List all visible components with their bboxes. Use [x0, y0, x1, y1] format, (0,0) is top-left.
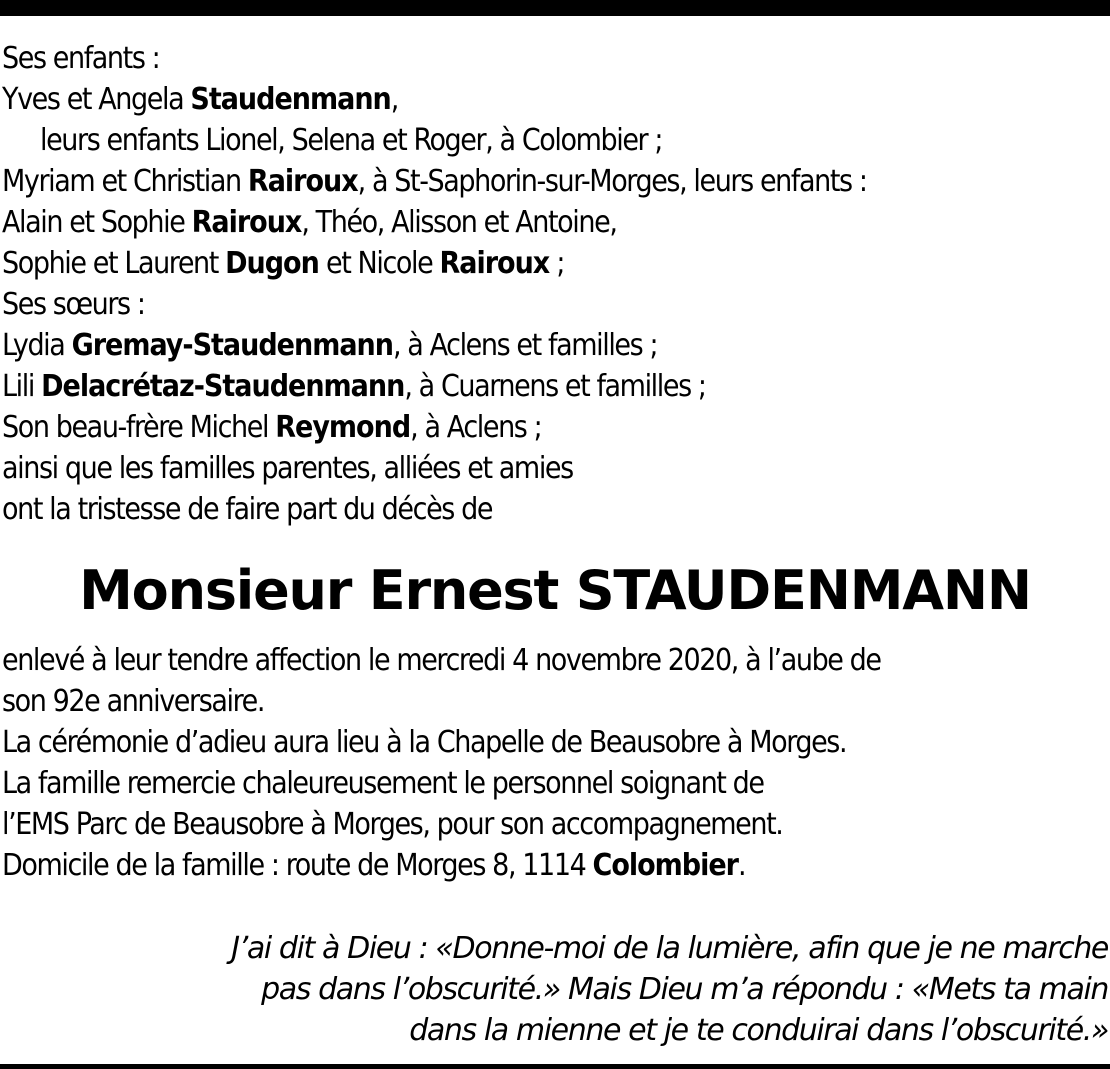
- text-segment: ainsi que les familles parentes, alliées et amies: [2, 451, 573, 486]
- surname: Rairoux: [247, 164, 358, 199]
- text-segment: , à Cuarnens et familles ;: [404, 369, 706, 404]
- text-segment: leurs enfants Lionel, Selena et Roger, à Colombier ;: [40, 123, 663, 158]
- text-segment: Myriam et Christian: [2, 164, 248, 199]
- text-segment: Yves et Angela: [2, 82, 191, 117]
- family-line: [2, 407, 1108, 448]
- surname: Delacrétaz-Staudenmann: [41, 369, 405, 404]
- text-segment: ont la tristesse de faire part du décès de: [2, 492, 493, 527]
- top-border-rule: [0, 0, 1110, 16]
- text-segment: Son beau-frère Michel: [2, 410, 276, 445]
- text-segment: l’EMS Parc de Beausobre à Morges, pour son accompagnement.: [2, 807, 783, 842]
- quote-line: pas dans l’obscurité.» Mais Dieu m’a répondu : «Mets ta main: [261, 972, 1108, 1007]
- text-segment: et Nicole: [318, 246, 440, 281]
- family-line: [2, 79, 1108, 120]
- text-segment: Domicile de la famille : route de Morges 8, 1114: [2, 848, 593, 883]
- text-segment: Lydia: [2, 328, 72, 363]
- family-line: [2, 243, 1108, 284]
- details-line: [2, 722, 1108, 763]
- details-line: [2, 845, 1108, 886]
- family-line: [2, 448, 1108, 489]
- text-segment: , à Aclens et familles ;: [392, 328, 658, 363]
- text-segment: enlevé à leur tendre affection le mercredi 4 novembre 2020, à l’aube de: [2, 643, 881, 678]
- family-line: [2, 202, 1108, 243]
- text-segment: , à St-Saphorin-sur-Morges, leurs enfants :: [357, 164, 867, 199]
- text-segment: , à Aclens ;: [410, 410, 542, 445]
- family-line: [2, 489, 1108, 530]
- text-segment: , Théo, Alisson et Antoine,: [301, 205, 617, 240]
- text-segment: Sophie et Laurent: [2, 246, 226, 281]
- family-line: [2, 161, 1108, 202]
- details-line: [2, 681, 1108, 722]
- family-line: [2, 284, 1108, 325]
- surname: Gremay-Staudenmann: [71, 328, 393, 363]
- text-segment: ,: [390, 82, 398, 117]
- surname: Staudenmann: [190, 82, 391, 117]
- bottom-border-rule: [0, 1064, 1110, 1069]
- surname: Reymond: [275, 410, 411, 445]
- text-segment: Alain et Sophie: [2, 205, 192, 240]
- surname: Rairoux: [191, 205, 302, 240]
- text-segment: ;: [549, 246, 565, 281]
- details-line: [2, 804, 1108, 845]
- family-line: [2, 325, 1108, 366]
- text-segment: Ses enfants :: [2, 41, 160, 76]
- text-segment: son 92e anniversaire.: [2, 684, 265, 719]
- family-announcement: [2, 38, 1108, 530]
- surname: Rairoux: [439, 246, 550, 281]
- details-line: [2, 763, 1108, 804]
- family-line: [2, 38, 1108, 79]
- death-details: [2, 640, 1108, 886]
- text-segment: .: [737, 848, 746, 883]
- deceased-name: Monsieur Ernest STAUDENMANN: [79, 559, 1031, 622]
- text-segment: La cérémonie d’adieu aura lieu à la Chapelle de Beausobre à Morges.: [2, 725, 847, 760]
- town-name: Colombier: [592, 848, 738, 883]
- text-segment: Lili: [2, 369, 42, 404]
- family-line: [2, 120, 1108, 161]
- quote-line: J’ai dit à Dieu : «Donne-moi de la lumière, afin que je ne marche: [231, 931, 1108, 966]
- closing-quote: [108, 928, 1108, 1051]
- details-line: [2, 640, 1108, 681]
- surname: Dugon: [225, 246, 319, 281]
- text-segment: Ses sœurs :: [2, 287, 145, 322]
- text-segment: La famille remercie chaleureusement le personnel soignant de: [2, 766, 764, 801]
- quote-line: dans la mienne et je te conduirai dans l’obscurité.»: [409, 1013, 1108, 1048]
- family-line: [2, 366, 1108, 407]
